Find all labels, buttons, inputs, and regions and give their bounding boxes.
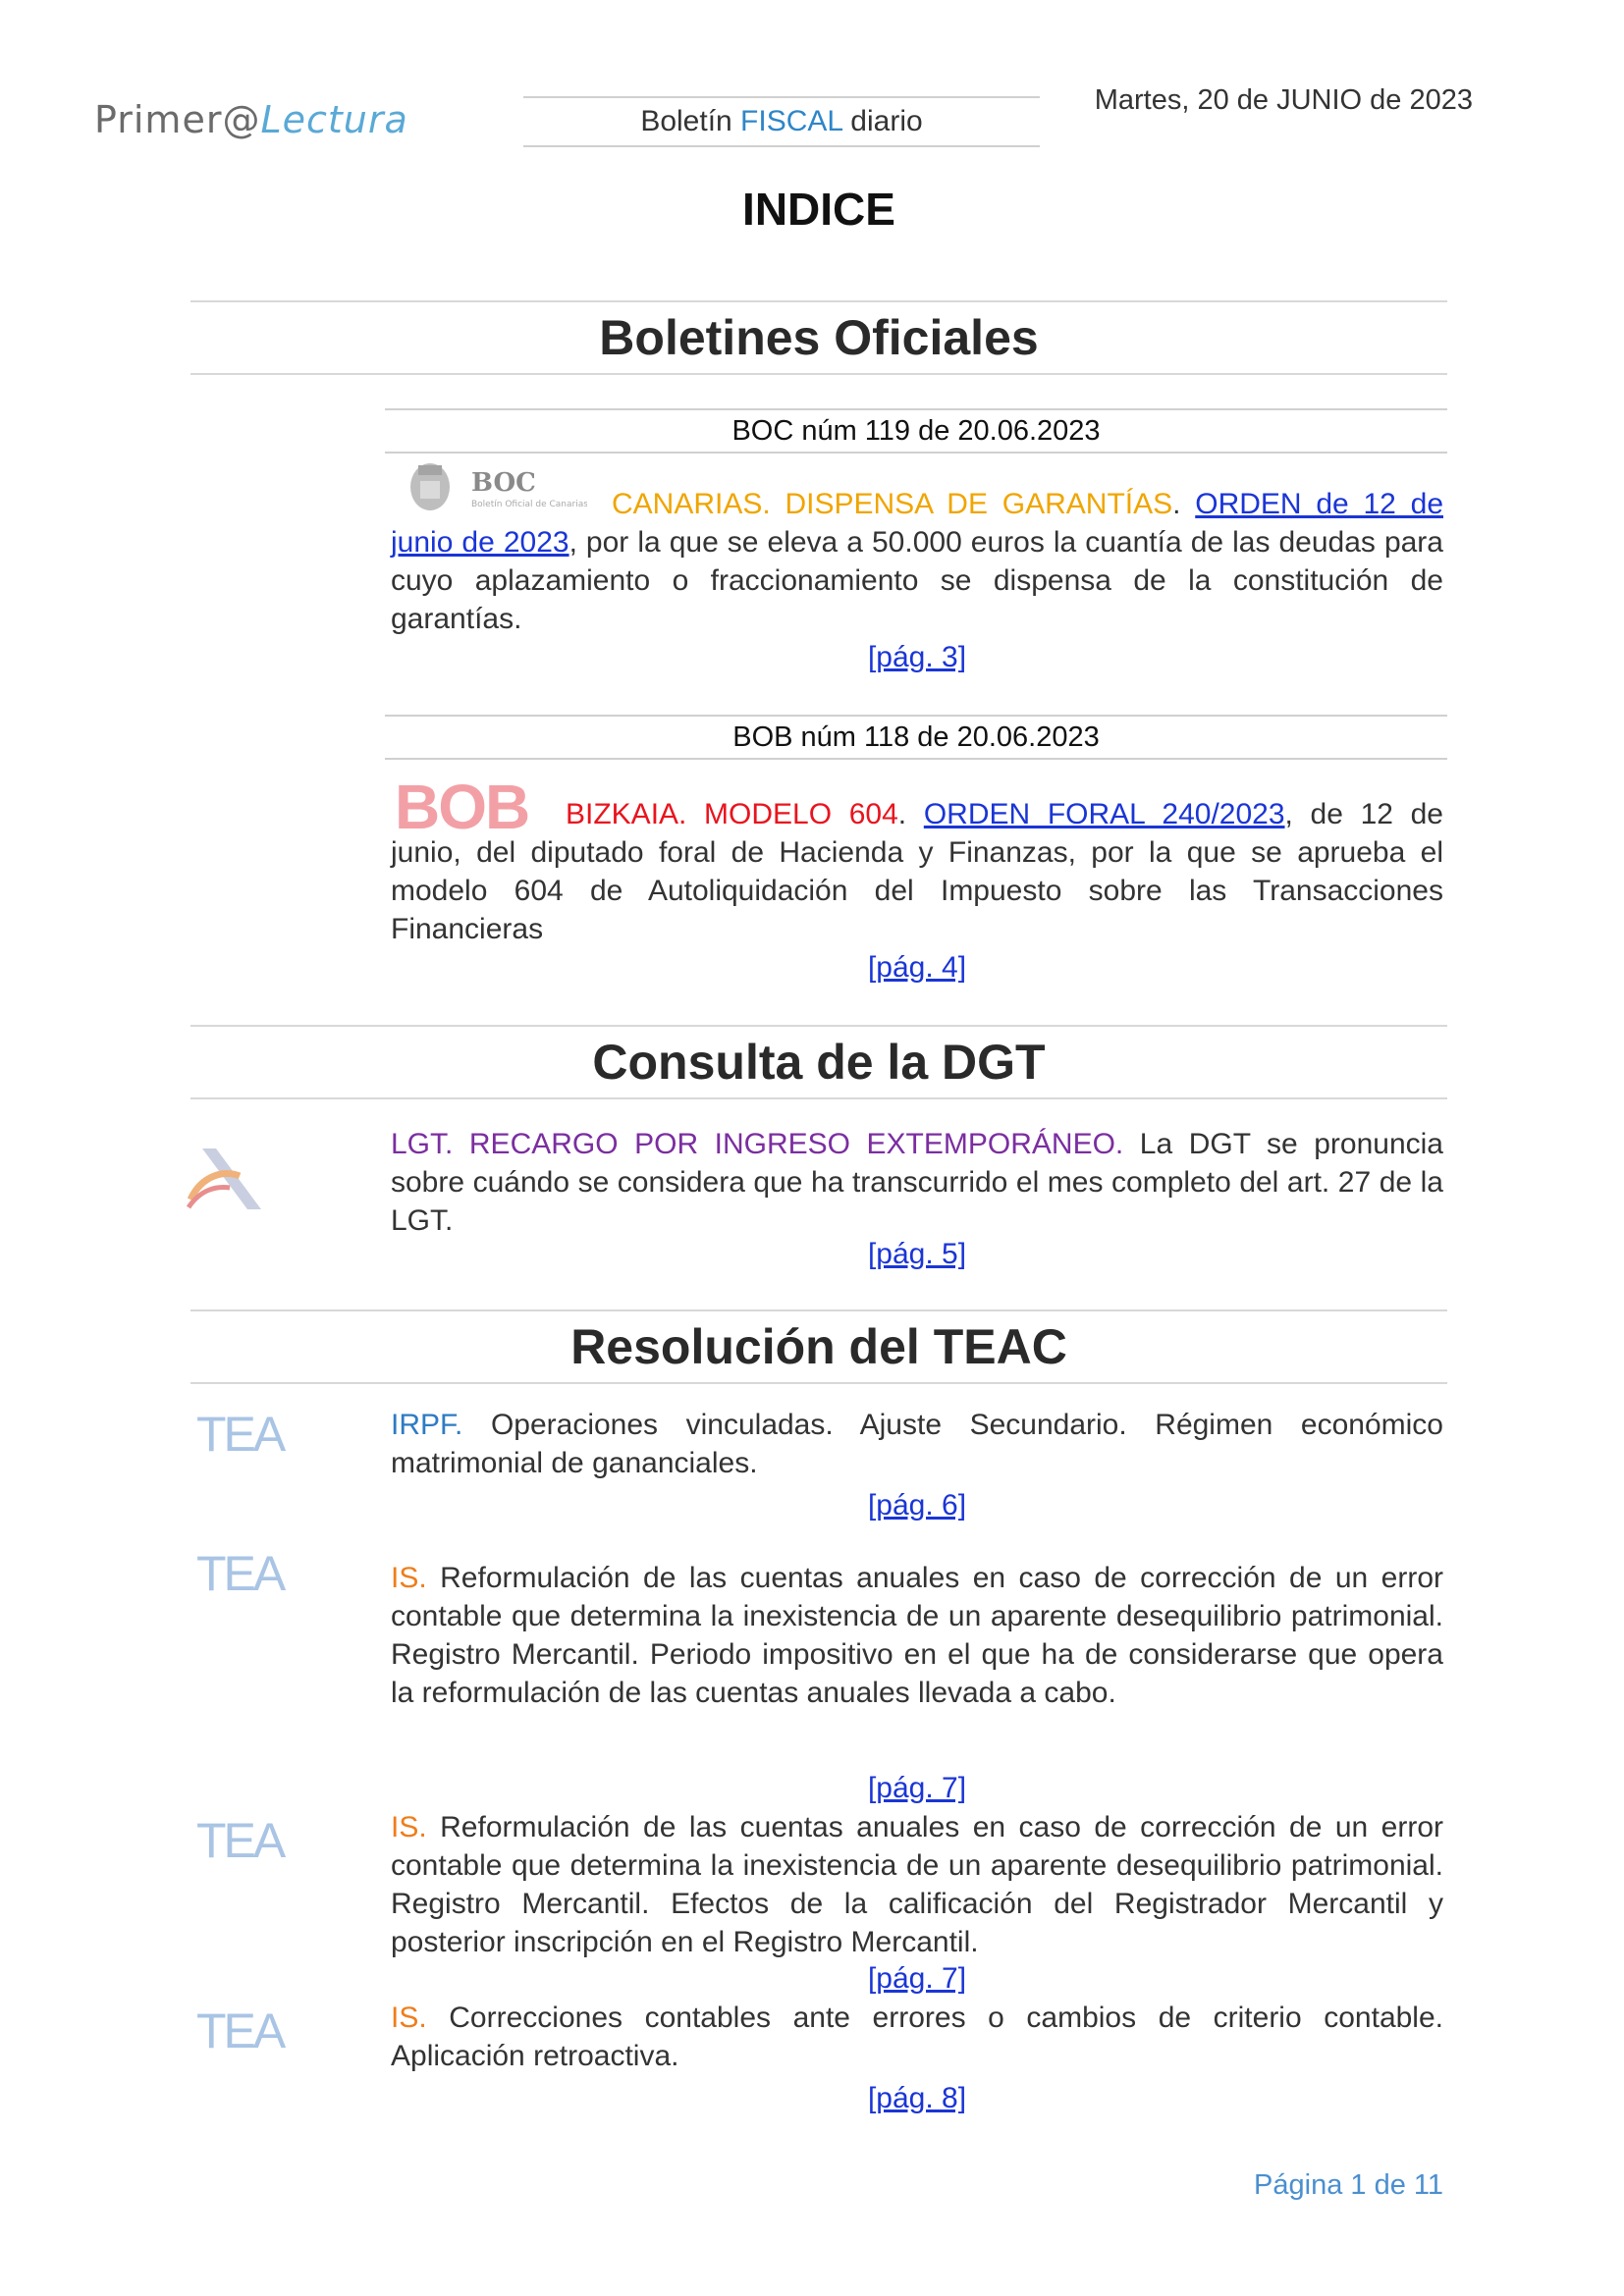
section-resolucion-teac: Resolución del TEAC bbox=[190, 1309, 1447, 1384]
teac-2-page-link[interactable]: [pág. 7] bbox=[867, 1772, 967, 1804]
teac-2-tag: IS. bbox=[391, 1562, 427, 1594]
teac-1-tag: IRPF. bbox=[391, 1409, 463, 1441]
bob-page-ref bbox=[391, 948, 1443, 987]
index-title: INDICE bbox=[742, 184, 895, 235]
svg-text:BOC: BOC bbox=[471, 468, 536, 498]
boc-page-ref bbox=[391, 638, 1443, 676]
tea-logo-icon bbox=[194, 1545, 287, 1600]
teac-2-page-ref bbox=[391, 1769, 1443, 1807]
svg-text:BOB: BOB bbox=[395, 775, 529, 834]
section-boletines-oficiales: Boletines Oficiales bbox=[190, 300, 1447, 375]
teac-entry-4 bbox=[391, 1999, 1443, 2075]
tea-logo-icon bbox=[194, 1812, 287, 1867]
logo-text-right: Lectura bbox=[260, 98, 408, 141]
page-number: Página 1 de 11 bbox=[1254, 2169, 1443, 2201]
boc-text: , por la que se eleva a 50.000 euros la cuantía de las deudas para cuyo aplazamiento o fraccionamiento se dispensa de la constitución de garantías. bbox=[391, 526, 1443, 635]
bob-text: , de 12 de junio, del diputado foral de Hacienda y Finanzas, por la que se aprueba el modelo 604 de Autoliquidación del Impuesto sobre las Transacciones Financieras bbox=[391, 798, 1443, 945]
bob-header: BOB núm 118 de 20.06.2023 bbox=[385, 715, 1447, 760]
header-date: Martes, 20 de JUNIO de 2023 bbox=[1094, 84, 1473, 116]
bob-page-link[interactable]: [pág. 4] bbox=[867, 951, 967, 984]
dgt-entry bbox=[391, 1125, 1443, 1240]
aeat-logo-icon bbox=[183, 1139, 271, 1217]
svg-text:TEA: TEA bbox=[196, 1546, 284, 1600]
svg-text:Boletín Oficial de Canarias: Boletín Oficial de Canarias bbox=[471, 500, 587, 509]
teac-entry-2 bbox=[391, 1559, 1443, 1712]
bob-order-link[interactable]: ORDEN FORAL 240/2023 bbox=[923, 798, 1285, 830]
dgt-tag: LGT. RECARGO POR INGRESO EXTEMPORÁNEO. bbox=[391, 1128, 1124, 1160]
teac-4-tag: IS. bbox=[391, 2002, 427, 2034]
tea-logo-icon bbox=[194, 2002, 287, 2057]
teac-3-tag: IS. bbox=[391, 1811, 427, 1843]
teac-1-text: Operaciones vinculadas. Ajuste Secundario. Régimen económico matrimonial de gananciales. bbox=[391, 1409, 1443, 1479]
boc-order-link[interactable]: ORDEN de 12 de junio de 2023 bbox=[391, 488, 1443, 559]
boc-entry: CANARIAS. DISPENSA DE GARANTÍAS. ORDEN de 12 de junio de 2023, por la que se eleva a 50.000 euros la cuantía de las deudas para cuyo aplazamiento o fraccionamiento se dispensa de la constitución de garantías. bbox=[391, 488, 1443, 635]
dgt-page-ref bbox=[391, 1235, 1443, 1273]
teac-1-page-ref bbox=[391, 1486, 1443, 1524]
logo-text-left: Primer@ bbox=[94, 98, 261, 141]
dgt-text: La DGT se pronuncia sobre cuándo se considera que ha transcurrido el mes completo del art. 27 de la LGT. bbox=[391, 1128, 1443, 1237]
teac-2-text: Reformulación de las cuentas anuales en caso de corrección de un error contable que determina la inexistencia de un aparente desequilibrio patrimonial. Registro Mercantil. Periodo impositivo en el que ha de considerarse que opera la reformulación de las cuentas anuales llevada a cabo. bbox=[391, 1562, 1443, 1709]
teac-entry-1 bbox=[391, 1406, 1443, 1482]
teac-3-page-link[interactable]: [pág. 7] bbox=[867, 1962, 967, 1995]
bulletin-accent: FISCAL bbox=[740, 105, 842, 137]
svg-text:TEA: TEA bbox=[196, 1813, 284, 1867]
bulletin-suffix: diario bbox=[841, 105, 923, 137]
bulletin-title bbox=[523, 96, 1040, 147]
bob-entry: BIZKAIA. MODELO 604. ORDEN FORAL 240/2023, de 12 de junio, del diputado foral de Hacienda y Finanzas, por la que se aprueba el modelo 604 de Autoliquidación del Impuesto sobre las Transacciones Financieras bbox=[391, 798, 1443, 945]
teac-3-page-ref bbox=[391, 1959, 1443, 1998]
bob-tag: BIZKAIA. MODELO 604 bbox=[566, 798, 898, 830]
boc-tag: CANARIAS. DISPENSA DE GARANTÍAS bbox=[612, 488, 1173, 520]
tea-logo-icon bbox=[194, 1406, 287, 1461]
boc-page-link[interactable]: [pág. 3] bbox=[867, 641, 967, 673]
teac-entry-3 bbox=[391, 1808, 1443, 1961]
dgt-page-link[interactable]: [pág. 5] bbox=[867, 1238, 967, 1270]
svg-text:TEA: TEA bbox=[196, 1407, 284, 1461]
teac-4-page-ref bbox=[391, 2079, 1443, 2117]
teac-4-page-link[interactable]: [pág. 8] bbox=[867, 2082, 967, 2114]
teac-3-text: Reformulación de las cuentas anuales en caso de corrección de un error contable que determina la inexistencia de un aparente desequilibrio patrimonial. Registro Mercantil. Efectos de la calificación del Registrador Mercantil y posterior inscripción en el Registro Mercantil. bbox=[391, 1811, 1443, 1958]
bulletin-prefix: Boletín bbox=[640, 105, 741, 137]
section-consulta-dgt: Consulta de la DGT bbox=[190, 1025, 1447, 1099]
teac-1-page-link[interactable]: [pág. 6] bbox=[867, 1489, 967, 1522]
brand-logo bbox=[94, 98, 408, 141]
svg-text:TEA: TEA bbox=[196, 2003, 284, 2057]
teac-4-text: Correcciones contables ante errores o cambios de criterio contable. Aplicación retroactiva. bbox=[391, 2002, 1443, 2072]
boc-header: BOC núm 119 de 20.06.2023 bbox=[385, 408, 1447, 454]
